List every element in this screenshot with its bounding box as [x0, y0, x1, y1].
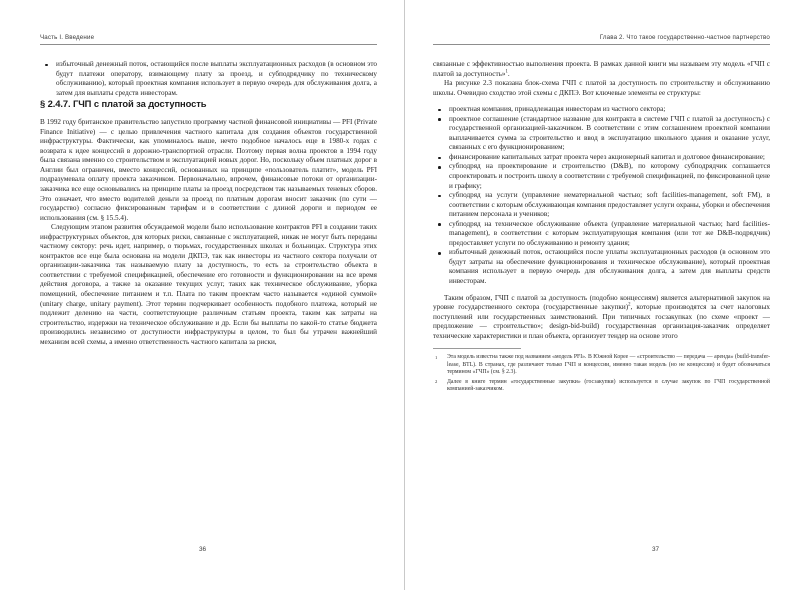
paragraph-text-part2: , которые производятся за счет налоговых поступлений или государственных заимствований. При типичных госзакупках (по схеме «проект — предложение — строительство»; design-bid-build) государственная организация-заказчик определяет технические характеристики и план объекта, организует тендер на основе этого	[433, 303, 771, 340]
header-rule-right	[433, 44, 770, 45]
page-right	[405, 0, 810, 590]
list-item: субподряд на техническое обслуживание объекта (управление материальной частью; hard facilities-management), в соответствии с которым эксплуатирующая компания (или тот же D&B-подрядчик) предоставляет услуги по обслуживанию и ремонту здания;	[433, 220, 770, 249]
footnote-area	[433, 354, 770, 394]
running-head-left: Часть I. Введение	[40, 34, 95, 41]
page-number-right: 37	[651, 546, 660, 553]
footnote-separator	[433, 348, 521, 349]
list-item: финансирование капитальных затрат проекта через акционерный капитал и долговое финансирование;	[433, 153, 770, 163]
footnote-text: Далее в книге термин «государственные закупки» (госзакупки) используется в случае закупок по ГЧП государственной компанией-заказчиком.	[447, 378, 770, 393]
list-item: проектное соглашение (стандартное название для контракта в системе ГЧП с платой за доступность) с государственной организацией-заказчиком. В соответствии с этим соглашением проектной компании выплачивается сумма за строительство и ввод в эксплуатацию школьного здания и оказание услуг, связанных с его функционированием;	[433, 115, 770, 153]
paragraph-text: связанные с эффективностью выполнения проекта. В рамках данной книги мы называем эту модель «ГЧП с платой за доступность»	[433, 60, 770, 78]
footnote	[433, 379, 770, 394]
paragraph	[433, 294, 770, 342]
paragraph: В 1992 году британское правительство запустило программу частной финансовой инициативы — PFI (Private Finance Initiative) — с целью привлечения частного капитала для создания объектов государственной инфраструктуры. Фактически, как упоминалось выше, нечто подобное началось еще в 1980-х годах с возврата к идее концессий в дорожно-транспортной отрасли. Поэтому первая волна проектов в 1994 году была связана именно со строительством и эксплуатацией новых дорог. Но, поскольку объем платных дорог в Англии был ограничен, вместо концессий, основанных на принципе «пользователь платит», модель PFI подразумевала оплату проекта заказчиком. Первоначально, впрочем, финансовые потоки от организации-заказчика все еще основывались на принципе платы за проезд посредством так называемых теневых сборов. Это означает, что вместо водителей деньги за проезд по платным дорогам вносит заказчик (по сути — государство) согласно фиксированным тарифам и в соответствии с длиной дороги и периодом ее использования (см. § 15.5.4).	[40, 118, 377, 222]
footnote-reference-1[interactable]: 1	[505, 69, 508, 75]
paragraph: Следующим этапом развития обсуждаемой модели было использование контрактов PFI в создании таких инфраструктурных объектов, для которых риски, связанные с эксплуатацией, никак не могут быть переданы частному сектору: речь идет, например, о тюрьмах, государственных школах и больницах. Структура этих контрактов все еще была основана на модели ДКПЭ, так как инвесторы из частного сектора получали от организации-заказчика так называемую плату за доступность, то есть за строительство объекта в соответствии с требуемой спецификацией, обеспечение его готовности и функционировании на все время действия договора, а также за оказание текущих услуг, таких как техническое обслуживание, уборка помещений, обеспечение питанием и т.п. Плата по таким проектам часто называется «единой суммой» (unitary charge, unitary payment). Этот термин подчеркивает особенность подобного платежа, который не подлежит делению на части, соответствующие различным статьям проекта, таким как затраты на строительство, издержки на техническое обслуживание и др. Если бы выплаты по какой-то статье бюджета производились независимо от доступности инфраструктуры в целом, то был бы утрачен важнейший механизм всей схемы, а именно ответственность частного капитала за риски,	[40, 223, 377, 346]
footnote-reference-2[interactable]: 2	[628, 302, 631, 308]
list-item: субподряд на услуги (управление нематериальной частью; soft facilities-management, soft FM), в соответствии с которым обслуживающая компания предоставляет услуги охраны, уборки и обеспечения питанием персонала и учеников;	[433, 191, 770, 220]
bullet-list-right	[433, 105, 770, 286]
footnote	[433, 354, 770, 377]
spacer	[433, 98, 770, 105]
bullet-list-left-top	[40, 60, 377, 98]
footnote-marker: 1	[435, 354, 438, 360]
footnote-text: Эта модель известна также под названием «модель PFI». В Южной Корее — «строительство — передача — аренда» (build-transfer-lease, BTL). В странах, где различают только ГЧП и концессии, именно такая модель (но не концессии) и будет обозначаться термином «ГЧП» (см. § 2.3).	[447, 354, 770, 376]
running-head-right: Глава 2. Что такое государственно-частное партнерство	[599, 34, 770, 41]
paragraph-text-part1: Таким образом, ГЧП с платой за доступность (подобно концессиям) является альтернативой закупок на уровне государственного сектора (государственные закупки)	[433, 293, 770, 312]
section-heading: § 2.4.7. ГЧП с платой за доступность	[40, 98, 207, 110]
paragraph: На рисунке 2.3 показана блок-схема ГЧП с платой за доступность по строительству и обслуживанию школы. Очевидно сходство этой схемы с ДКПЭ. Вот ключевые элементы ее структуры:	[433, 79, 770, 97]
paragraph: связанные с эффективностью выполнения проекта. В рамках данной книги мы называем эту модель «ГЧП с платой за доступность»$^1$.	[433, 60, 770, 78]
list-item: избыточный денежный поток, остающийся после уплаты эксплуатационных расходов (в основном это будут затраты на обеспечение функционирования и техническое обслуживание), который проектная компания использует в первую очередь для обслуживания долга, а затем для выплаты средств инвесторам.	[433, 248, 770, 286]
footnote-marker: 2	[435, 379, 438, 385]
spacer	[433, 287, 770, 294]
page-number-left: 36	[198, 546, 207, 553]
list-item: избыточный денежный поток, остающийся после выплаты эксплуатационных расходов (в основном это будут платежи оператору, взимающему плату за проезд, и субподрядчику по техническому обслуживанию), который проектная компания использует в первую очередь для обслуживания долга, а затем для выплаты средств инвесторам.	[40, 60, 377, 98]
list-item: проектная компания, принадлежащая инвесторам из частного сектора;	[433, 105, 770, 115]
header-rule-left	[40, 44, 377, 45]
list-item: субподряд на проектирование и строительство (D&B), по которому субподрядчик соглашается спроектировать и построить школу в соответствии с требуемой спецификацией, по фиксированной цене и графику;	[433, 162, 770, 191]
